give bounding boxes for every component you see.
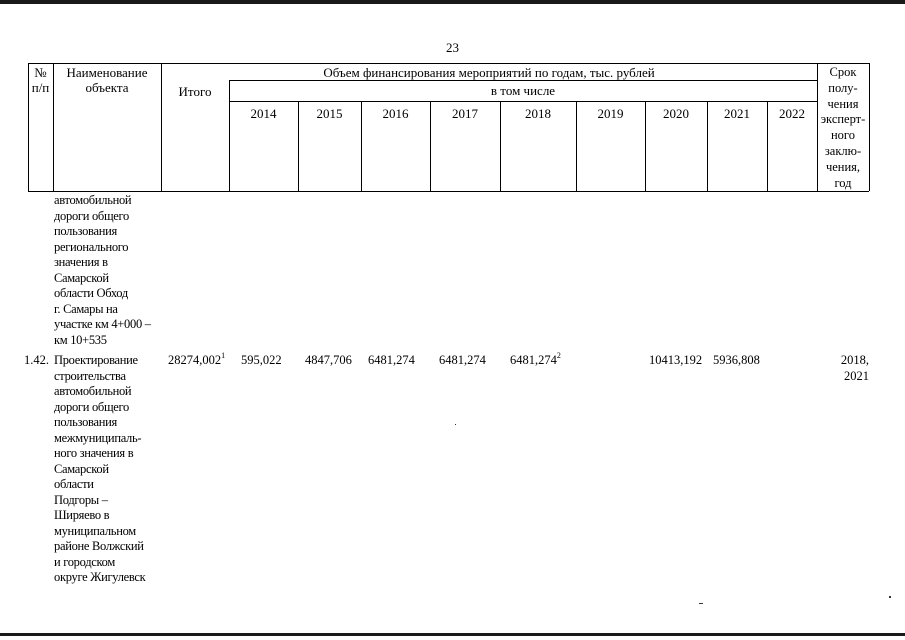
- header-year-2018: 2018: [525, 106, 551, 121]
- header-funding-volume: Объем финансирования мероприятий по годам, тыс. рублей: [323, 65, 655, 80]
- row-number: 1.42.: [24, 353, 49, 367]
- header-total: Итого: [178, 84, 212, 99]
- header-deadline: Срок полу- чения эксперт- ного заклю- чения, год: [820, 65, 866, 190]
- header-year-2019: 2019: [597, 106, 624, 121]
- header-year-2016: 2016: [382, 106, 409, 121]
- row-object-name: Проектирование строительства автомобильной дороги общего пользования межмуниципаль- ного значения в Самарской области Подгоры – Ширяево в муниципальном районе Волжский и городском округе Жигулевск: [54, 353, 146, 584]
- header-object-name: Наименование объекта: [66, 65, 148, 95]
- footnote-2: 2: [556, 351, 561, 360]
- row-value-2020: 10413,192: [649, 353, 703, 367]
- continuation-object-name: автомобильной дороги общего пользования регионального значения в Самарской области Обход г. Самары на участке км 4+000 – км 10+535: [54, 193, 151, 347]
- row-value-2015: 4847,706: [305, 353, 352, 367]
- row-value-2016: 6481,274: [368, 353, 415, 367]
- header-year-2022: 2022: [779, 106, 805, 121]
- row-value-2018: 6481,274$^2$: [510, 351, 561, 367]
- page-number: 23: [446, 40, 459, 55]
- row-deadline: 2018, 2021: [840, 353, 869, 383]
- header-year-2020: 2020: [663, 106, 689, 121]
- footnote-1: 1: [221, 351, 226, 360]
- header-year-2017: 2017: [452, 106, 478, 121]
- row-value-2014: 595,022: [241, 353, 282, 367]
- header-including: в том числе: [490, 83, 556, 98]
- row-value-2017: 6481,274: [439, 353, 486, 367]
- row-value-2021: 5936,808: [713, 353, 760, 367]
- header-year-2015: 2015: [316, 106, 343, 121]
- row-total: 28274,002$^1$: [168, 351, 226, 367]
- scan-speck: [699, 603, 703, 604]
- header-year-2021: 2021: [724, 106, 750, 121]
- header-number: № п/п: [31, 65, 50, 95]
- bottom-border: [0, 633, 905, 636]
- header-year-2014: 2014: [250, 106, 277, 121]
- scan-speck: [889, 596, 891, 598]
- scan-speck: [455, 424, 456, 425]
- top-border: [0, 0, 905, 4]
